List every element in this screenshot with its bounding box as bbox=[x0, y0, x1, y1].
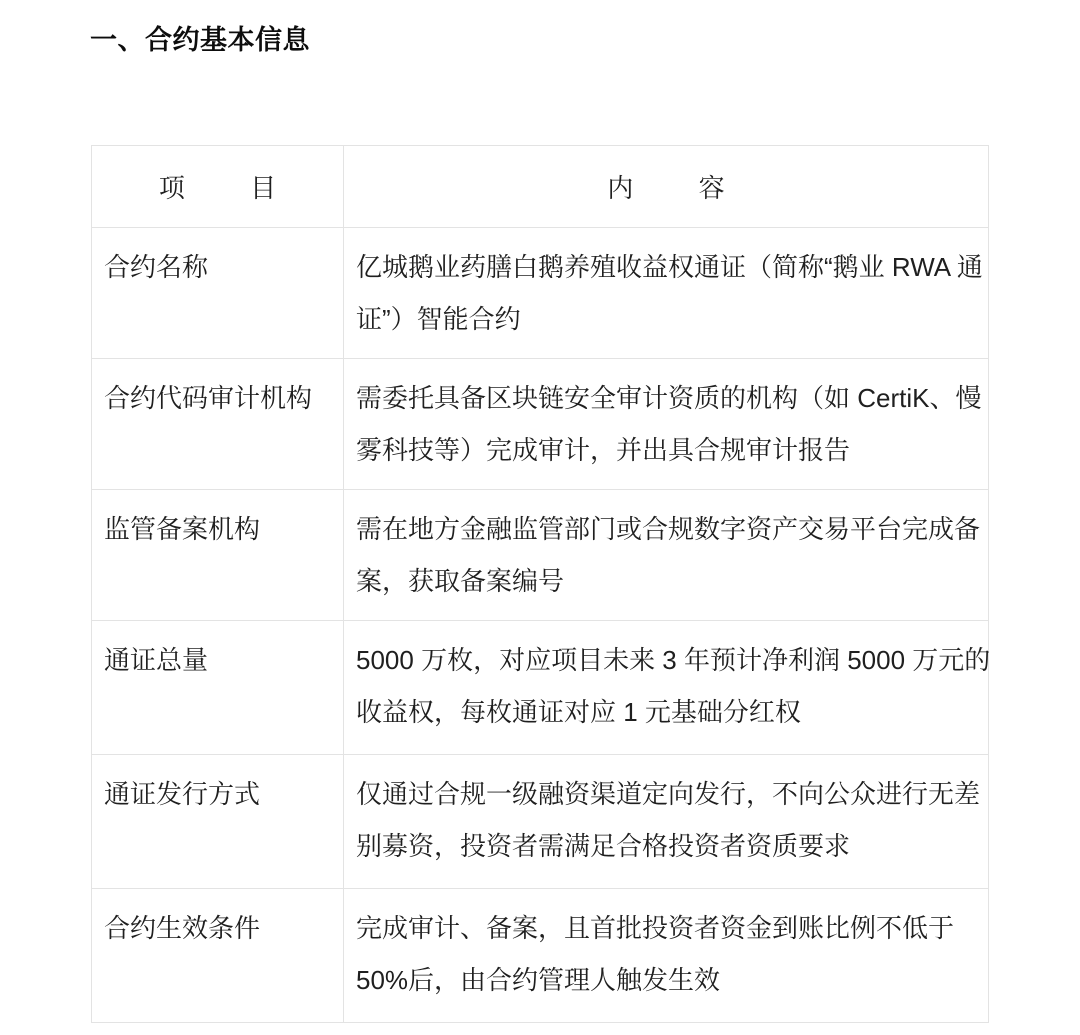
table-header-row bbox=[92, 146, 989, 228]
table-row bbox=[92, 228, 989, 359]
section-title: 一、合约基本信息 bbox=[90, 25, 310, 55]
content-cell bbox=[344, 228, 989, 359]
content-line: 证”）智能合约 bbox=[356, 304, 521, 334]
content-line: 别募资，投资者需满足合格投资者资质要求 bbox=[356, 831, 851, 861]
contract-info-table bbox=[91, 145, 989, 1023]
item-cell: 通证总量 bbox=[92, 621, 344, 755]
content-line: 雾科技等）完成审计，并出具合规审计报告 bbox=[356, 435, 851, 465]
content-line: 50%后，由合约管理人触发生效 bbox=[356, 965, 721, 995]
content-line: 需委托具备区块链安全审计资质的机构（如 CertiK、慢 bbox=[356, 383, 982, 413]
item-cell: 合约生效条件 bbox=[92, 889, 344, 1023]
item-cell: 合约名称 bbox=[92, 228, 344, 359]
content-line: 需在地方金融监管部门或合规数字资产交易平台完成备 bbox=[356, 514, 981, 544]
item-cell: 通证发行方式 bbox=[92, 755, 344, 889]
content-line: 仅通过合规一级融资渠道定向发行，不向公众进行无差 bbox=[356, 779, 981, 809]
table-row bbox=[92, 490, 989, 621]
content-cell bbox=[344, 490, 989, 621]
content-cell bbox=[344, 359, 989, 490]
column-header-item: 项 目 bbox=[92, 146, 344, 228]
content-line: 亿城鹅业药膳白鹅养殖收益权通证（简称“鹅业 RWA 通 bbox=[356, 252, 983, 282]
content-cell bbox=[344, 889, 989, 1023]
table-row bbox=[92, 755, 989, 889]
table-row bbox=[92, 621, 989, 755]
item-cell: 合约代码审计机构 bbox=[92, 359, 344, 490]
item-cell: 监管备案机构 bbox=[92, 490, 344, 621]
column-header-content: 内 容 bbox=[344, 146, 989, 228]
content-cell bbox=[344, 621, 989, 755]
content-cell bbox=[344, 755, 989, 889]
table-row bbox=[92, 359, 989, 490]
table-row bbox=[92, 889, 989, 1023]
content-line: 案，获取备案编号 bbox=[356, 566, 565, 596]
content-line: 完成审计、备案，且首批投资者资金到账比例不低于 bbox=[356, 913, 955, 943]
content-line: 收益权，每枚通证对应 1 元基础分红权 bbox=[356, 697, 801, 727]
content-line: 5000 万枚，对应项目未来 3 年预计净利润 5000 万元的 bbox=[356, 645, 991, 675]
